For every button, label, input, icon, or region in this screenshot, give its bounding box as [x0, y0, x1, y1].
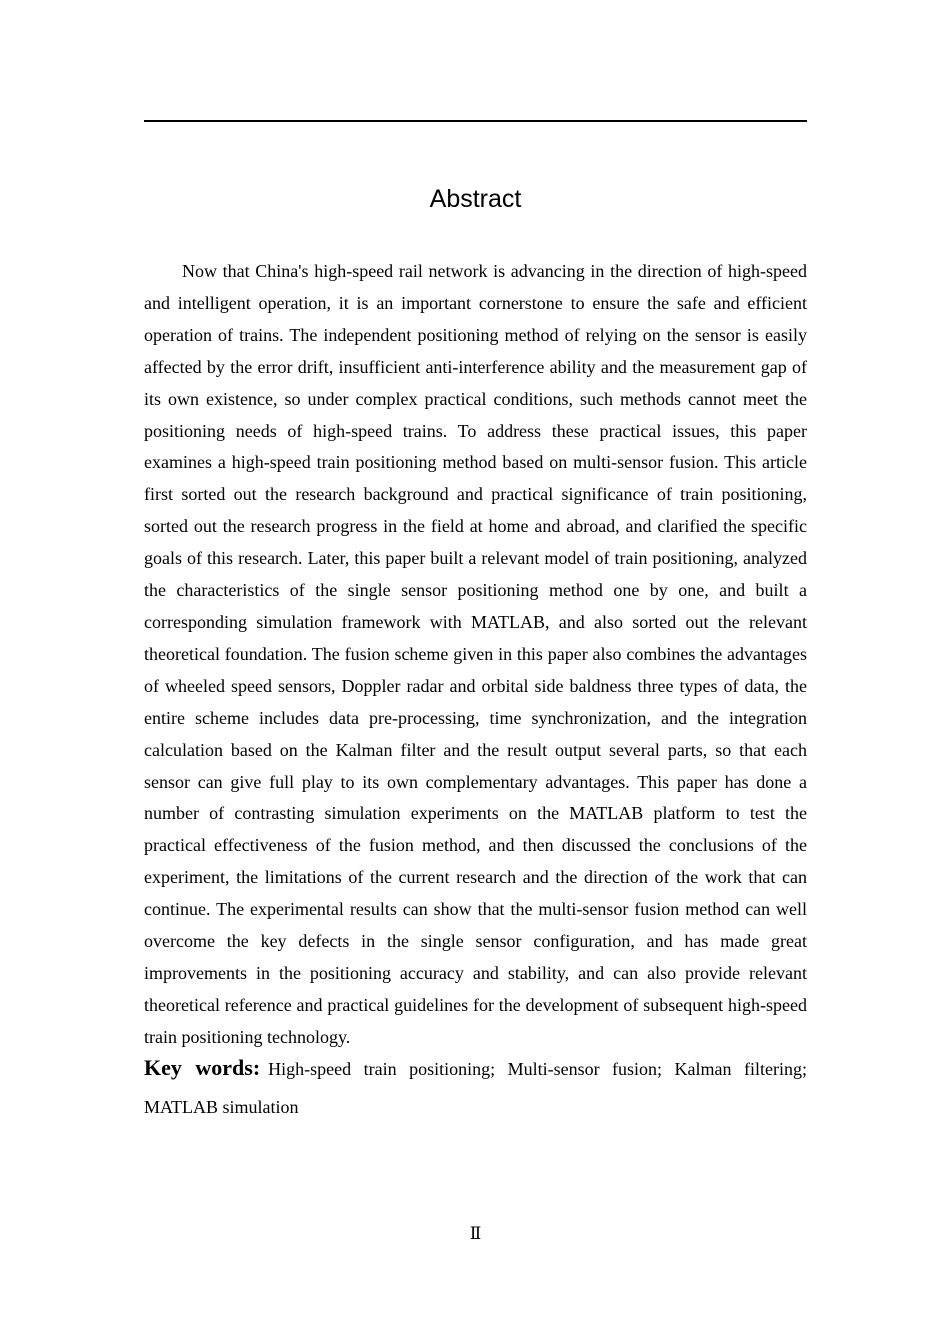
header-rule: [144, 120, 807, 122]
abstract-title: Abstract: [429, 185, 522, 213]
keywords-label: Key words:: [144, 1055, 261, 1080]
keywords-text: High-speed train positioning; Multi-sensor fusion; Kalman filtering; MATLAB simulation: [144, 1059, 807, 1117]
page-number: Ⅱ: [469, 1224, 482, 1243]
keywords-line: [144, 1049, 807, 1126]
abstract-body: Now that China's high-speed rail network is advancing in the direction of high-speed and intelligent operation, it is an important cornerstone to ensure the safe and efficient operation of trains. The independent positioning method of relying on the sensor is easily affected by the error drift, insufficient anti-interference ability and the measurement gap of its own existence, so under complex practical conditions, such methods cannot meet the positioning needs of high-speed trains. To address these practical issues, this paper examines a high-speed train positioning method based on multi-sensor fusion. This article first sorted out the research background and practical significance of train positioning, sorted out the research progress in the field at home and abroad, and clarified the specific goals of this research. Later, this paper built a relevant model of train positioning, analyzed the characteristics of the single sensor positioning method one by one, and built a corresponding simulation framework with MATLAB, and also sorted out the relevant theoretical foundation. The fusion scheme given in this paper also combines the advantages of wheeled speed sensors, Doppler radar and orbital side baldness three types of data, the entire scheme includes data pre-processing, time synchronization, and the integration calculation based on the Kalman filter and the result output several parts, so that each sensor can give full play to its own complementary advantages. This paper has done a number of contrasting simulation experiments on the MATLAB platform to test the practical effectiveness of the fusion method, and then discussed the conclusions of the experiment, the limitations of the current research and the direction of the work that can continue. The experimental results can show that the multi-sensor fusion method can well overcome the key defects in the single sensor configuration, and has made great improvements in the positioning accuracy and stability, and can also provide relevant theoretical reference and practical guidelines for the development of subsequent high-speed train positioning technology.: [144, 261, 807, 1047]
